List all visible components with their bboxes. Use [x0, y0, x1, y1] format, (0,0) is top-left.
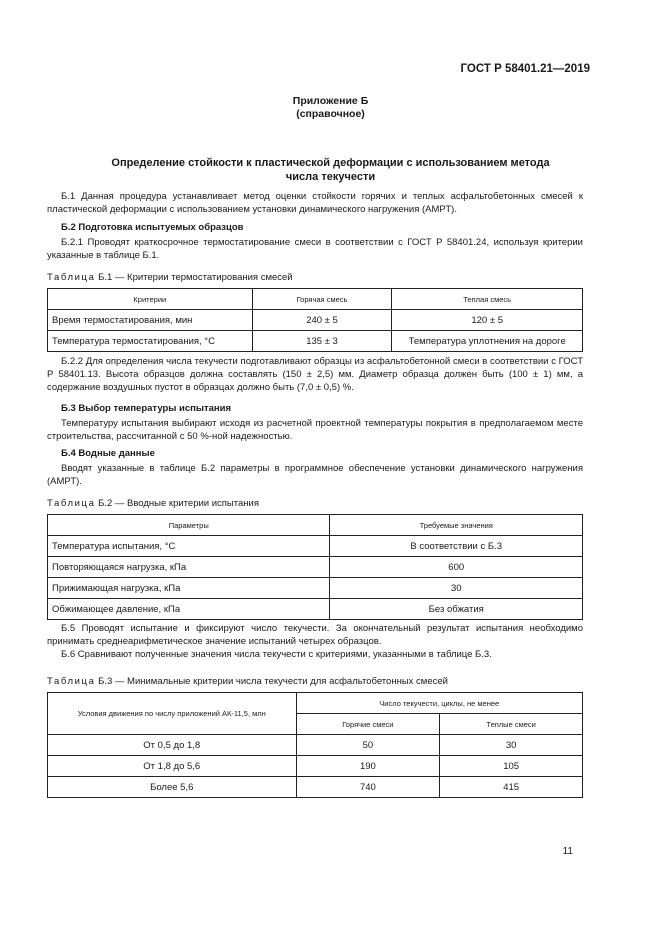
- table-b1: [47, 288, 583, 352]
- table-row: [48, 599, 583, 620]
- table2-header-values: Требуемые значения: [330, 515, 583, 536]
- table1-cell: 120 ± 5: [392, 310, 583, 331]
- table3-header-conditions: Условия движения по числу приложений АК-11,5, млн: [48, 693, 297, 735]
- table1-header-warm: Теплая смесь: [392, 289, 583, 310]
- table3-cell: 105: [440, 756, 583, 777]
- table1-cell: 135 ± 3: [252, 331, 392, 352]
- paragraph-b22: Б.2.2 Для определения числа текучести подготавливают образцы из асфальтобетонной смеси в соответствии с ГОСТ Р 58401.13. Высота образцов должна составлять (150 ± 2,5) мм. Диаметр образца должен быть (100 ± 1) мм, а содержание воздушных пустот в образцах должно быть (7,0 ± 0,5) %.: [47, 356, 583, 393]
- table3-header-row: [48, 693, 583, 714]
- table2-cell: Температура испытания, °С: [48, 536, 330, 557]
- table1-cell: Температура термостатирования, °С: [48, 331, 253, 352]
- table3-cell: 190: [296, 756, 440, 777]
- table2-caption: [47, 497, 259, 510]
- document-title: [0, 156, 661, 184]
- table1-cell: 240 ± 5: [252, 310, 392, 331]
- document-title-line1: Определение стойкости к пластической деформации с использованием метода: [111, 157, 550, 169]
- table2-header-params: Параметры: [48, 515, 330, 536]
- table-row: [48, 557, 583, 578]
- table3-caption: [47, 675, 448, 688]
- table3-cell: От 0,5 до 1,8: [48, 735, 297, 756]
- table1-header-hot: Горячая смесь: [252, 289, 392, 310]
- page-number: 11: [562, 846, 573, 857]
- paragraph-b4: Вводят указанные в таблице Б.2 параметры в программное обеспечение установки динамического нагружения (АМРТ).: [47, 463, 583, 487]
- table-row: [48, 578, 583, 599]
- table3-cell: От 1,8 до 5,6: [48, 756, 297, 777]
- table3-caption-text: Б.3 — Минимальные критерии числа текучести для асфальтобетонных смесей: [95, 676, 448, 687]
- annex-subtitle: (справочное): [296, 108, 365, 120]
- table-row: [48, 310, 583, 331]
- paragraph-b3: Температуру испытания выбирают исходя из расчетной проектной температуры покрытия в предполагаемом месте строительства, рассчитанной с 50 %-ной надежностью.: [47, 418, 583, 442]
- annex-heading: [0, 95, 661, 121]
- table3-cell: 30: [440, 735, 583, 756]
- table2-cell: 30: [330, 578, 583, 599]
- table-b2: [47, 514, 583, 620]
- section-heading-b2: Б.2 Подготовка испытуемых образцов: [61, 222, 244, 233]
- document-header: ГОСТ Р 58401.21—2019: [460, 63, 590, 75]
- table2-caption-text: Б.2 — Вводные критерии испытания: [95, 498, 259, 509]
- section-heading-b4: Б.4 Водные данные: [61, 448, 155, 459]
- table-row: [48, 735, 583, 756]
- table2-cell: Без обжатия: [330, 599, 583, 620]
- table-row: [48, 777, 583, 798]
- paragraph-b1: Б.1 Данная процедура устанавливает метод оценки стойкости горячих и теплых асфальтобетонных смесей к пластической деформации с использованием установки динамического нагружения (АМРТ).: [47, 191, 583, 215]
- paragraph-b21: Б.2.1 Проводят краткосрочное термостатирование смеси в соответствии с ГОСТ Р 58401.24, используя критерии указанные в таблице Б.1.: [47, 237, 583, 261]
- table3-header-warm: Теплые смеси: [440, 714, 583, 735]
- table2-cell: Прижимающая нагрузка, кПа: [48, 578, 330, 599]
- table3-cell: Более 5,6: [48, 777, 297, 798]
- table2-cell: Повторяющаяся нагрузка, кПа: [48, 557, 330, 578]
- table3-cell: 415: [440, 777, 583, 798]
- table2-cell: Обжимающее давление, кПа: [48, 599, 330, 620]
- table3-header-hot: Горячие смеси: [296, 714, 440, 735]
- table1-caption-label: Таблица: [47, 272, 96, 283]
- annex-title: Приложение Б: [292, 95, 369, 107]
- section-heading-b3: Б.3 Выбор температуры испытания: [61, 403, 232, 414]
- document-title-line2: числа текучести: [285, 171, 376, 183]
- table3-header-flow-number: Число текучести, циклы, не менее: [296, 693, 582, 714]
- table-row: [48, 756, 583, 777]
- table2-caption-label: Таблица: [47, 498, 96, 509]
- table2-cell: 600: [330, 557, 583, 578]
- table1-caption: [47, 271, 293, 284]
- table1-header-criteria: Критерии: [48, 289, 253, 310]
- table-row: [48, 536, 583, 557]
- table2-cell: В соответствии с Б.3: [330, 536, 583, 557]
- table-row: [48, 331, 583, 352]
- table-b3: [47, 692, 583, 798]
- table2-header-row: [48, 515, 583, 536]
- paragraph-b6: Б.6 Сравнивают полученные значения числа текучести с критериями, указанными в таблице Б.3.: [61, 649, 492, 660]
- table1-cell: Температура уплотнения на дороге: [392, 331, 583, 352]
- paragraph-b5: Б.5 Проводят испытание и фиксируют число текучести. За окончательный результат испытания необходимо принимать среднеарифметическое значение испытаний четырех образцов.: [47, 623, 583, 647]
- table3-cell: 50: [296, 735, 440, 756]
- table3-caption-label: Таблица: [47, 676, 96, 687]
- table1-caption-text: Б.1 — Критерии термостатирования смесей: [95, 272, 293, 283]
- table1-header-row: [48, 289, 583, 310]
- table1-cell: Время термостатирования, мин: [48, 310, 253, 331]
- table3-cell: 740: [296, 777, 440, 798]
